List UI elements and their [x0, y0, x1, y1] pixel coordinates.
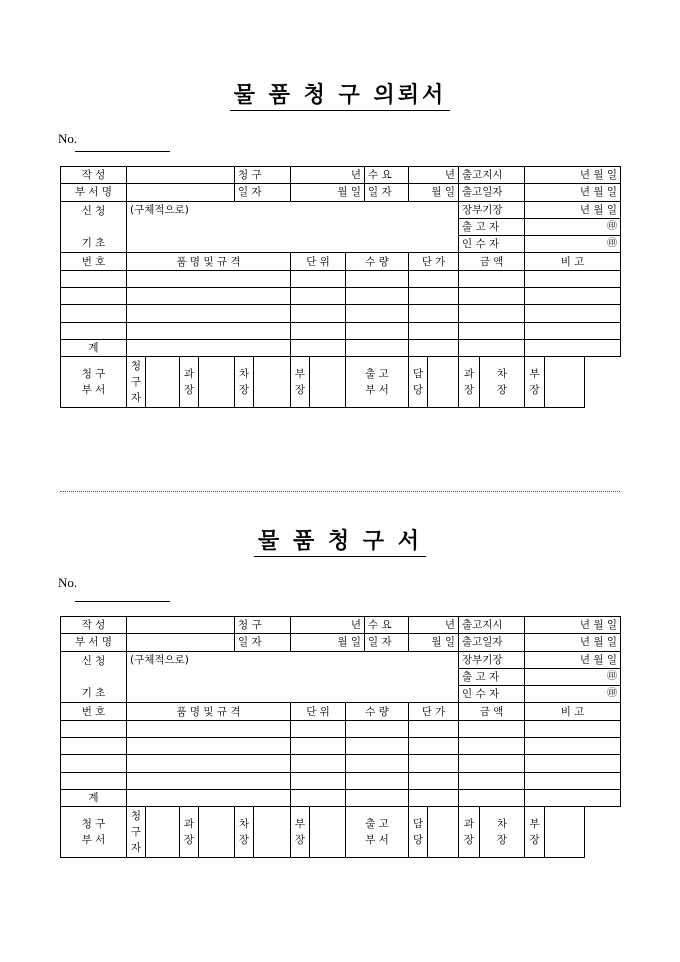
- deputy-label: 차 장: [235, 357, 254, 408]
- deputy-sign[interactable]: [254, 357, 291, 408]
- out-date-label: 출고일자: [459, 634, 525, 651]
- writer-dept-label-2: 부 서 명: [61, 184, 127, 201]
- signature-row: [61, 357, 621, 408]
- table-row[interactable]: [61, 755, 621, 772]
- receiver-seal: ㊞: [525, 686, 621, 703]
- out-instruction-date: 년 월 일: [525, 617, 621, 634]
- requester-sign[interactable]: [146, 807, 180, 858]
- col-unit: 단 위: [291, 703, 346, 720]
- receiver-seal: ㊞: [525, 236, 621, 253]
- col-number: 번 호: [61, 703, 127, 720]
- writer-dept-label-2: 부 서 명: [61, 634, 127, 651]
- deputy-sign[interactable]: [254, 807, 291, 858]
- dept-head-label: 부 장: [291, 807, 310, 858]
- out-section-chief-label: 과 장: [459, 357, 480, 408]
- request-date-label-2: 일 자: [235, 634, 291, 651]
- out-instruction-label: 출고지시: [459, 167, 525, 184]
- out-deputy-label: 차 장: [480, 807, 525, 858]
- out-instruction-label: 출고지시: [459, 617, 525, 634]
- out-dept-head-sign[interactable]: [545, 357, 585, 408]
- in-charge-sign[interactable]: [428, 357, 459, 408]
- ledger-label: 장부기장: [459, 651, 525, 668]
- apply-basis-area[interactable]: (구체적으로): [127, 651, 459, 703]
- in-charge-label: 담 당: [409, 807, 428, 858]
- no-label-2: No.: [58, 575, 78, 590]
- requester-label: 청 구 자: [127, 807, 146, 858]
- no-line-1: [75, 151, 170, 152]
- receiver-label: 인 수 자: [459, 236, 525, 253]
- col-unit: 단 위: [291, 253, 346, 270]
- signature-row: [61, 807, 621, 858]
- out-person-label: 출 고 자: [459, 668, 525, 685]
- receiver-label: 인 수 자: [459, 686, 525, 703]
- request-date-label-2: 일 자: [235, 184, 291, 201]
- deputy-label: 차 장: [235, 807, 254, 858]
- need-date-label: 수 요: [365, 167, 409, 184]
- out-instruction-date: 년 월 일: [525, 167, 621, 184]
- ledger-label: 장부기장: [459, 201, 525, 218]
- need-date-label-2: 일 자: [365, 634, 409, 651]
- writer-dept-label: 작 성: [61, 617, 127, 634]
- writer-dept-value-2[interactable]: [127, 634, 235, 651]
- need-year: 년: [409, 167, 459, 184]
- out-dept-label: 출 고 부 서: [346, 357, 409, 408]
- need-year: 년: [409, 617, 459, 634]
- request-year: 년: [291, 167, 365, 184]
- ledger-date: 년 월 일: [525, 651, 621, 668]
- apply-basis-area[interactable]: (구체적으로): [127, 201, 459, 253]
- request-year: 년: [291, 617, 365, 634]
- out-dept-head-sign[interactable]: [545, 807, 585, 858]
- request-date-label: 청 구: [235, 167, 291, 184]
- request-form-table-1: [60, 166, 621, 408]
- col-amount: 금 액: [459, 253, 525, 270]
- out-deputy-label: 차 장: [480, 357, 525, 408]
- section-chief-sign[interactable]: [199, 357, 235, 408]
- no-label-1: No.: [58, 131, 78, 146]
- col-item-spec: 품 명 및 규 격: [127, 703, 291, 720]
- need-date-label-2: 일 자: [365, 184, 409, 201]
- table-row[interactable]: [61, 305, 621, 322]
- need-month-day: 월 일: [409, 634, 459, 651]
- col-unit-price: 단 가: [409, 703, 459, 720]
- request-form-table-2: [60, 616, 621, 858]
- dept-head-sign[interactable]: [310, 357, 346, 408]
- writer-dept-value[interactable]: [127, 617, 235, 634]
- request-month-day: 월 일: [291, 634, 365, 651]
- col-amount: 금 액: [459, 703, 525, 720]
- out-person-seal: ㊞: [525, 668, 621, 685]
- out-dept-label: 출 고 부 서: [346, 807, 409, 858]
- out-date-value: 년 월 일: [525, 184, 621, 201]
- request-dept-label: 청 구 부 서: [61, 807, 127, 858]
- table-row[interactable]: [61, 772, 621, 789]
- table-row[interactable]: [61, 270, 621, 287]
- col-quantity: 수 량: [346, 253, 409, 270]
- dept-head-sign[interactable]: [310, 807, 346, 858]
- out-section-chief-label: 과 장: [459, 807, 480, 858]
- need-month-day: 월 일: [409, 184, 459, 201]
- request-date-label: 청 구: [235, 617, 291, 634]
- out-date-label: 출고일자: [459, 184, 525, 201]
- need-date-label: 수 요: [365, 617, 409, 634]
- out-dept-head-label: 부 장: [525, 357, 545, 408]
- request-month-day: 월 일: [291, 184, 365, 201]
- total-label: 계: [61, 789, 127, 806]
- title-1: 물 품 청 구 의뢰서: [0, 78, 680, 109]
- no-line-2: [75, 601, 170, 602]
- col-remarks: 비 고: [525, 703, 621, 720]
- title-2: 물 품 청 구 서: [0, 524, 680, 555]
- col-quantity: 수 량: [346, 703, 409, 720]
- col-number: 번 호: [61, 253, 127, 270]
- separator-line: [60, 491, 620, 492]
- writer-dept-label: 작 성: [61, 167, 127, 184]
- requester-sign[interactable]: [146, 357, 180, 408]
- apply-basis-label: 신 청 기 초: [61, 201, 127, 253]
- apply-basis-label: 신 청 기 초: [61, 651, 127, 703]
- table-row[interactable]: [61, 720, 621, 737]
- col-unit-price: 단 가: [409, 253, 459, 270]
- section-chief-label: 과 장: [180, 807, 199, 858]
- out-person-label: 출 고 자: [459, 218, 525, 235]
- table-row[interactable]: [61, 322, 621, 339]
- ledger-date: 년 월 일: [525, 201, 621, 218]
- writer-dept-value-2[interactable]: [127, 184, 235, 201]
- table-row[interactable]: [61, 738, 621, 755]
- dept-head-label: 부 장: [291, 357, 310, 408]
- request-dept-label: 청 구 부 서: [61, 357, 127, 408]
- requester-label: 청 구 자: [127, 357, 146, 408]
- section-chief-sign[interactable]: [199, 807, 235, 858]
- total-row: [61, 789, 621, 806]
- out-date-value: 년 월 일: [525, 634, 621, 651]
- section-chief-label: 과 장: [180, 357, 199, 408]
- in-charge-sign[interactable]: [428, 807, 459, 858]
- writer-dept-value[interactable]: [127, 167, 235, 184]
- col-item-spec: 품 명 및 규 격: [127, 253, 291, 270]
- in-charge-label: 담 당: [409, 357, 428, 408]
- total-label: 계: [61, 339, 127, 356]
- col-remarks: 비 고: [525, 253, 621, 270]
- table-row[interactable]: [61, 288, 621, 305]
- out-dept-head-label: 부 장: [525, 807, 545, 858]
- out-person-seal: ㊞: [525, 218, 621, 235]
- total-row: [61, 339, 621, 356]
